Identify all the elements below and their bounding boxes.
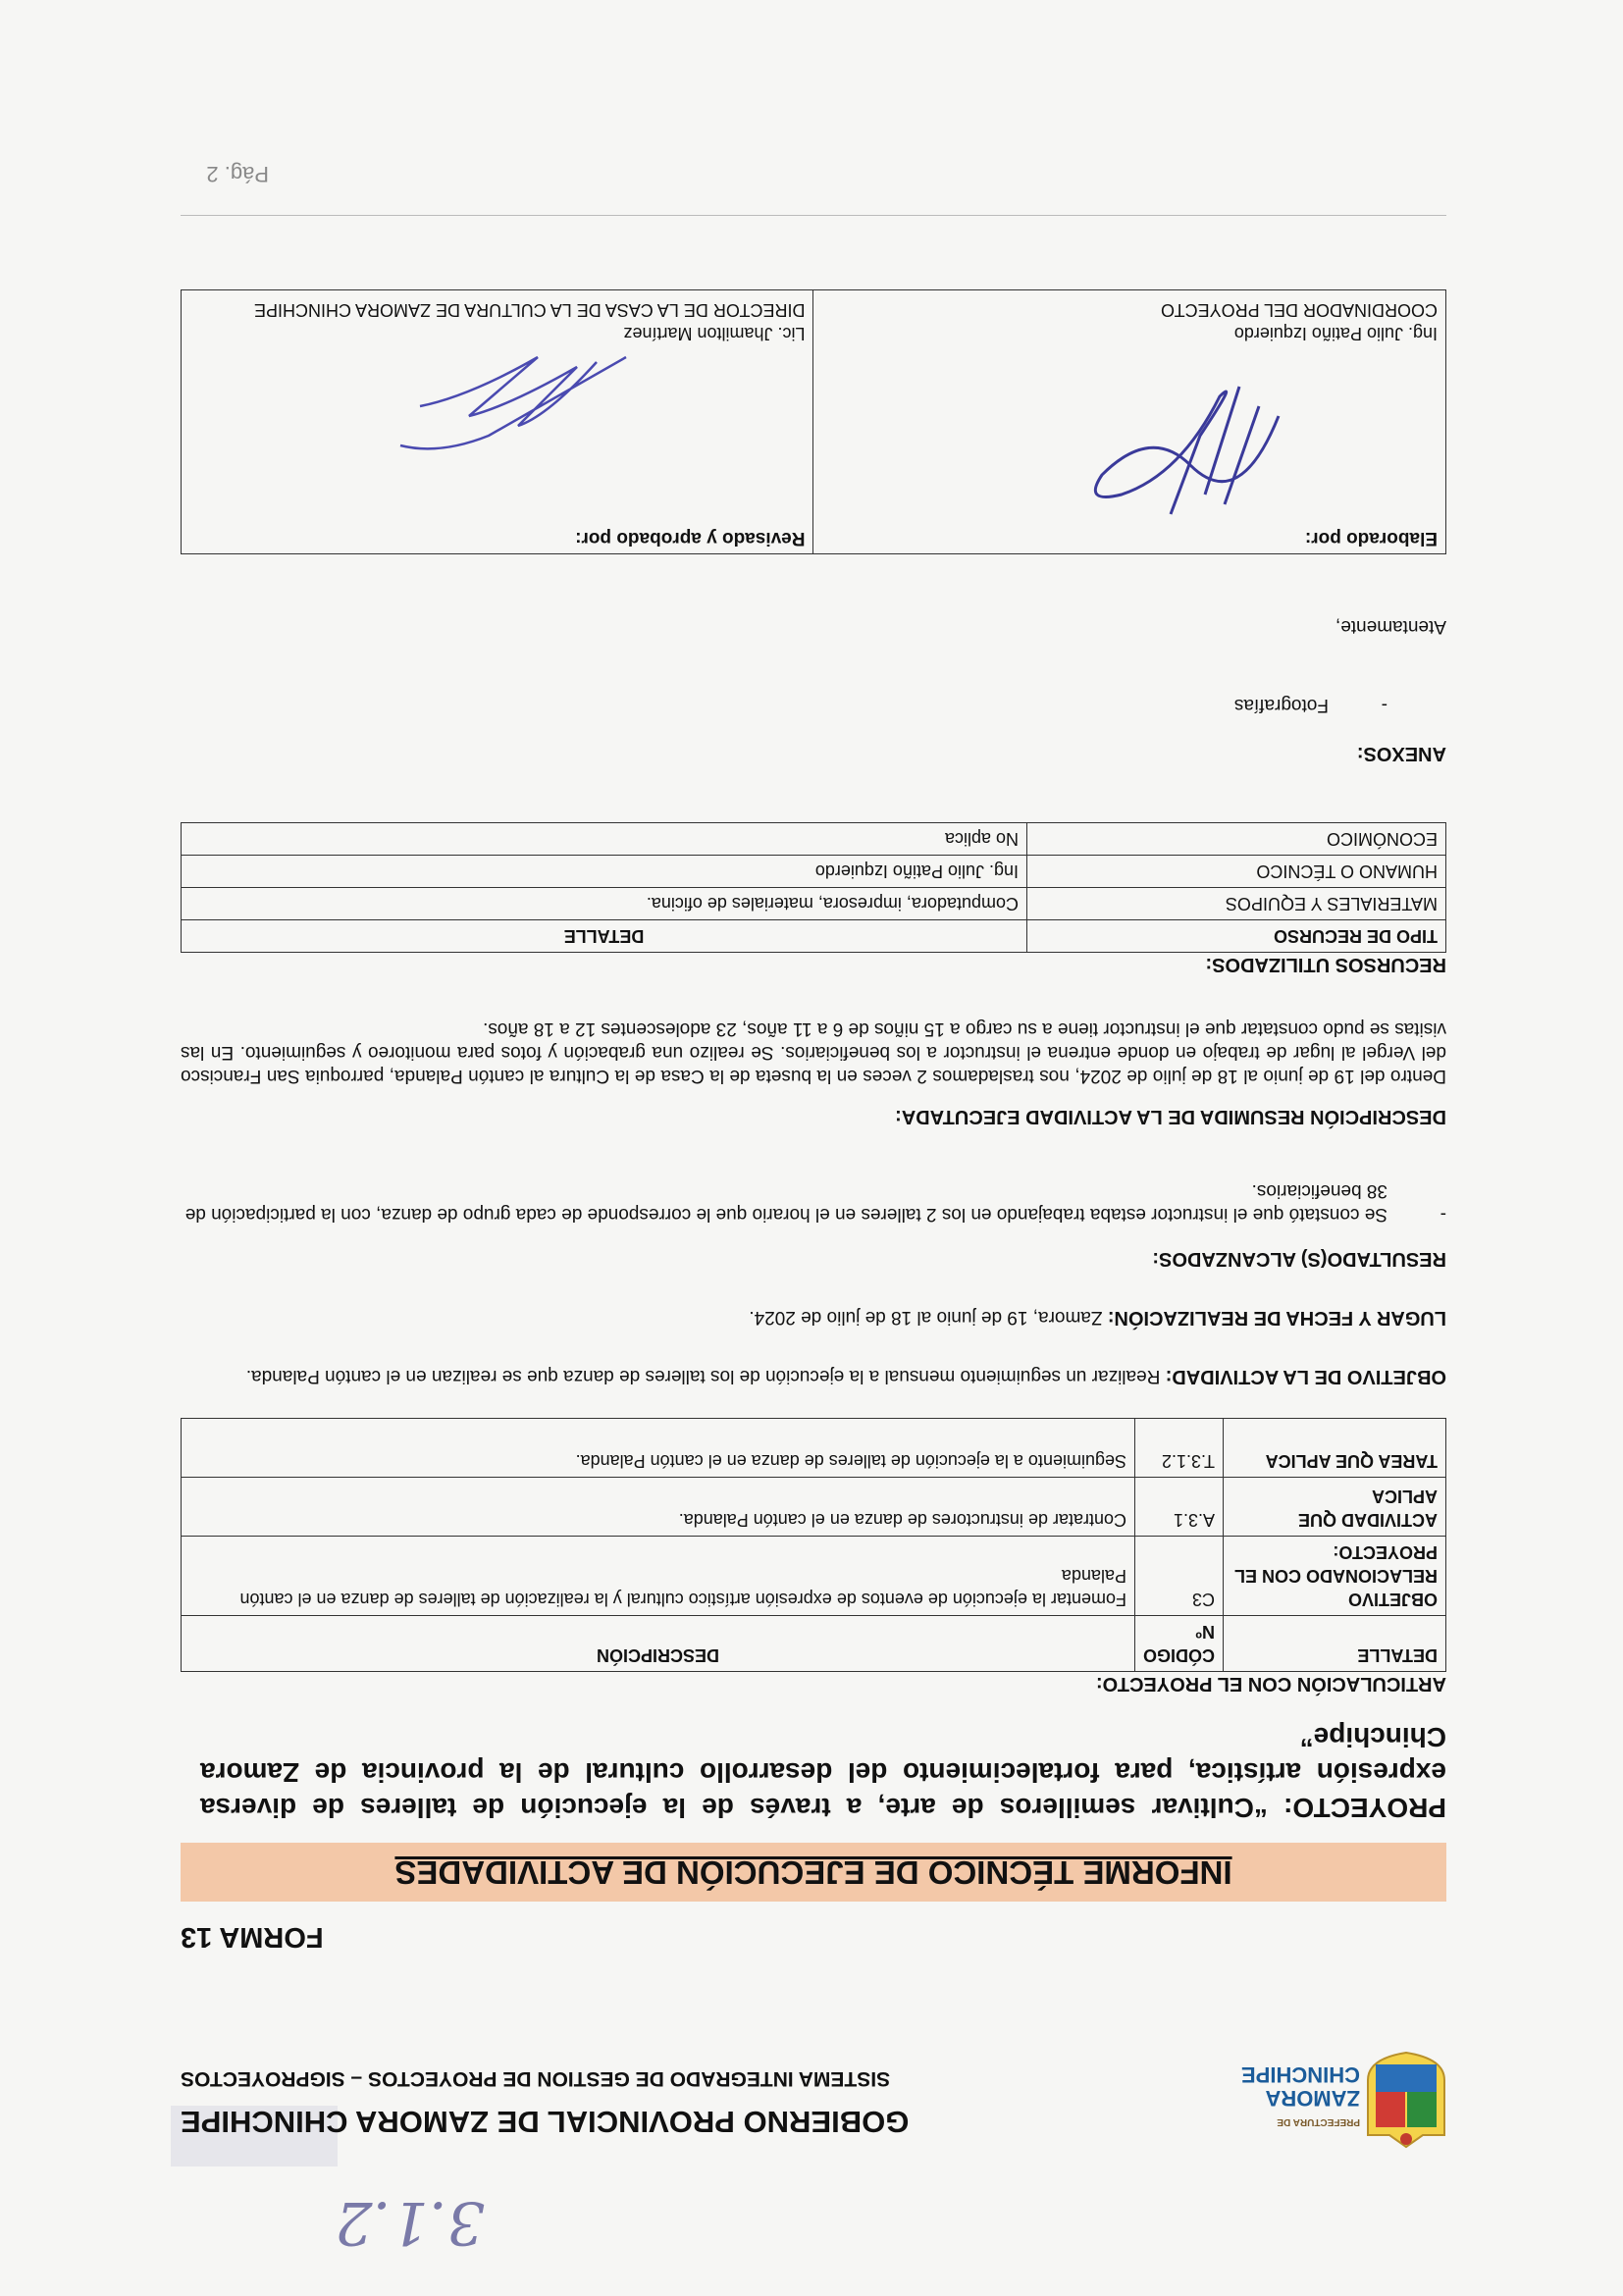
table-row xyxy=(182,1419,1446,1478)
annexes-section xyxy=(181,693,1446,765)
table-cell: ACTIVIDAD QUE APLICA xyxy=(1224,1478,1446,1537)
logo-line-1: ZAMORA xyxy=(1265,2086,1360,2111)
articulation-section xyxy=(181,1418,1446,1696)
annexes-label: ANEXOS: xyxy=(1356,743,1446,764)
resources-label: RECURSOS UTILIZADOS: xyxy=(1205,954,1446,975)
results-label: RESULTADO(S) ALCANZADOS: xyxy=(1152,1248,1446,1270)
place-date-label: LUGAR Y FECHA DE REALIZACIÓN: xyxy=(1107,1307,1446,1329)
table-header-row xyxy=(182,1616,1446,1672)
articulation-label: ARTICULACIÓN CON EL PROYECTO: xyxy=(1095,1673,1446,1695)
signatory-name: Lic. Jhamilton Martínez xyxy=(623,324,806,343)
prefecture-logo-icon xyxy=(1366,2051,1446,2149)
table-cell: HUMANO O TÉCNICO xyxy=(1027,856,1446,888)
articulation-table xyxy=(181,1418,1446,1672)
table-cell: Ing. Julio Patiño Izquierdo xyxy=(182,856,1027,888)
table-cell: Fomentar la ejecución de eventos de expresión artístico cultural y la realización de talleres de danza en el cantón Palanda xyxy=(182,1537,1135,1616)
signatory-block xyxy=(1161,298,1438,345)
objective-text: Realizar un seguimiento mensual a la ejecución de los talleres de danza que se realizan en el cantón Palanda. xyxy=(245,1366,1161,1386)
list-item: - Fotografías xyxy=(181,693,1387,716)
signature-image xyxy=(382,338,637,455)
signature-table xyxy=(181,289,1446,554)
table-cell: T.3.1.2 xyxy=(1134,1419,1223,1478)
table-row xyxy=(182,823,1446,856)
table-header-cell: CÓDIGO Nº xyxy=(1134,1616,1223,1672)
header-title: GOBIERNO PROVINCIAL DE ZAMORA CHINCHIPE xyxy=(181,2105,910,2139)
table-cell: MATERIALES Y EQUIPOS xyxy=(1027,888,1446,920)
table-cell: Contratar de instructores de danza en el cantón Palanda. xyxy=(182,1478,1135,1537)
description-section xyxy=(181,1017,1446,1128)
signatory-role: COORDINADOR DEL PROYECTO xyxy=(1160,300,1438,320)
table-header-cell: DESCRIPCIÓN xyxy=(182,1616,1135,1672)
signature-image xyxy=(1073,367,1298,534)
table-header-cell: TIPO DE RECURSO xyxy=(1027,920,1446,953)
report-banner xyxy=(181,1843,1446,1902)
signatory-role: DIRECTOR DE LA CASA DE LA CULTURA DE ZAMORA CHINCHIPE xyxy=(254,300,806,320)
table-cell: A.3.1 xyxy=(1134,1478,1223,1537)
place-date-text: Zamora, 19 de junio al 18 de julio de 2024. xyxy=(749,1307,1103,1328)
table-row xyxy=(182,856,1446,888)
table-row xyxy=(182,290,1446,554)
form-number: FORMA 13 xyxy=(181,1921,324,1953)
table-header-row xyxy=(182,920,1446,953)
table-cell: Seguimiento a la ejecución de talleres de danza en el cantón Palanda. xyxy=(182,1419,1135,1478)
table-cell: No aplica xyxy=(182,823,1027,856)
closing-text: Atentamente, xyxy=(1335,616,1446,637)
signatory-block xyxy=(189,298,806,345)
project-title: PROYECTO: “Cultivar semilleros de arte, a través de la ejecución de talleres de diversa expresión artística, para fortalecimiento del desarrollo cultural de la provincia de Zamora Chinchipe” xyxy=(200,1722,1446,1823)
footer-divider xyxy=(181,215,1446,216)
signature-label: Elaborado por: xyxy=(1304,528,1438,548)
page-number: Pág. 2 xyxy=(206,162,269,186)
description-text: Dentro del 19 de junio al 18 de julio de 2024, nos trasladamos 2 veces en la buseta de la Casa de la Cultura al cantón Palanda, parroquia San Francisco del Vergel al lugar de trabajo en donde entrena el instructor a los beneficiarios. Se realizo una grabación y fotos para monitoreo y seguimiento. En las visitas se pudo constatar que el instructor tiene a su cargo a 15 niños de 6 a 11 años, 23 adolescentes 12 a 18 años. xyxy=(181,1018,1446,1086)
objective-section xyxy=(181,1364,1446,1388)
table-cell: TAREA QUE APLICA xyxy=(1224,1419,1446,1478)
logo-small-text: PREFECTURA DE xyxy=(1277,2116,1360,2127)
table-header-cell: DETALLE xyxy=(1224,1616,1446,1672)
table-row xyxy=(182,1478,1446,1537)
resources-table xyxy=(181,822,1446,953)
place-date-section xyxy=(181,1305,1446,1330)
report-title: INFORME TÉCNICO DE EJECUCIÓN DE ACTIVIDADES xyxy=(394,1854,1232,1891)
table-cell: ECONÓMICO xyxy=(1027,823,1446,856)
signatory-name: Ing. Julio Patiño Izquierdo xyxy=(1233,324,1438,343)
table-cell: OBJETIVO RELACIONADO CON EL PROYECTO: xyxy=(1224,1537,1446,1616)
table-row xyxy=(182,1537,1446,1616)
table-row xyxy=(182,888,1446,920)
signature-label: Revisado y aprobado por: xyxy=(575,528,806,548)
signature-cell-left xyxy=(813,290,1446,554)
logo-line-2: CHINCHIPE xyxy=(1240,2062,1360,2087)
resources-section xyxy=(181,822,1446,976)
objective-label: OBJETIVO DE LA ACTIVIDAD: xyxy=(1165,1366,1446,1387)
table-cell: Computadora, impresora, materiales de oficina. xyxy=(182,888,1027,920)
table-header-cell: DETALLE xyxy=(182,920,1027,953)
description-label: DESCRIPCIÓN RESUMIDA DE LA ACTIVIDAD EJECUTADA: xyxy=(895,1106,1446,1127)
handwritten-note: 3.1.2 xyxy=(335,2188,485,2257)
signature-section xyxy=(181,289,1446,554)
table-cell: C3 xyxy=(1134,1537,1223,1616)
header-subtitle: SISTEMA INTEGRADO DE GESTION DE PROYECTOS – SIGPROYECTOS xyxy=(181,2067,891,2090)
signature-cell-right xyxy=(182,290,814,554)
results-section xyxy=(181,1178,1446,1271)
list-item: - Se constató que el instructor estaba trabajando en los 2 talleres en el horario que le corresponde de cada grupo de danza, con la participación de 38 beneficiarios. xyxy=(181,1178,1446,1226)
